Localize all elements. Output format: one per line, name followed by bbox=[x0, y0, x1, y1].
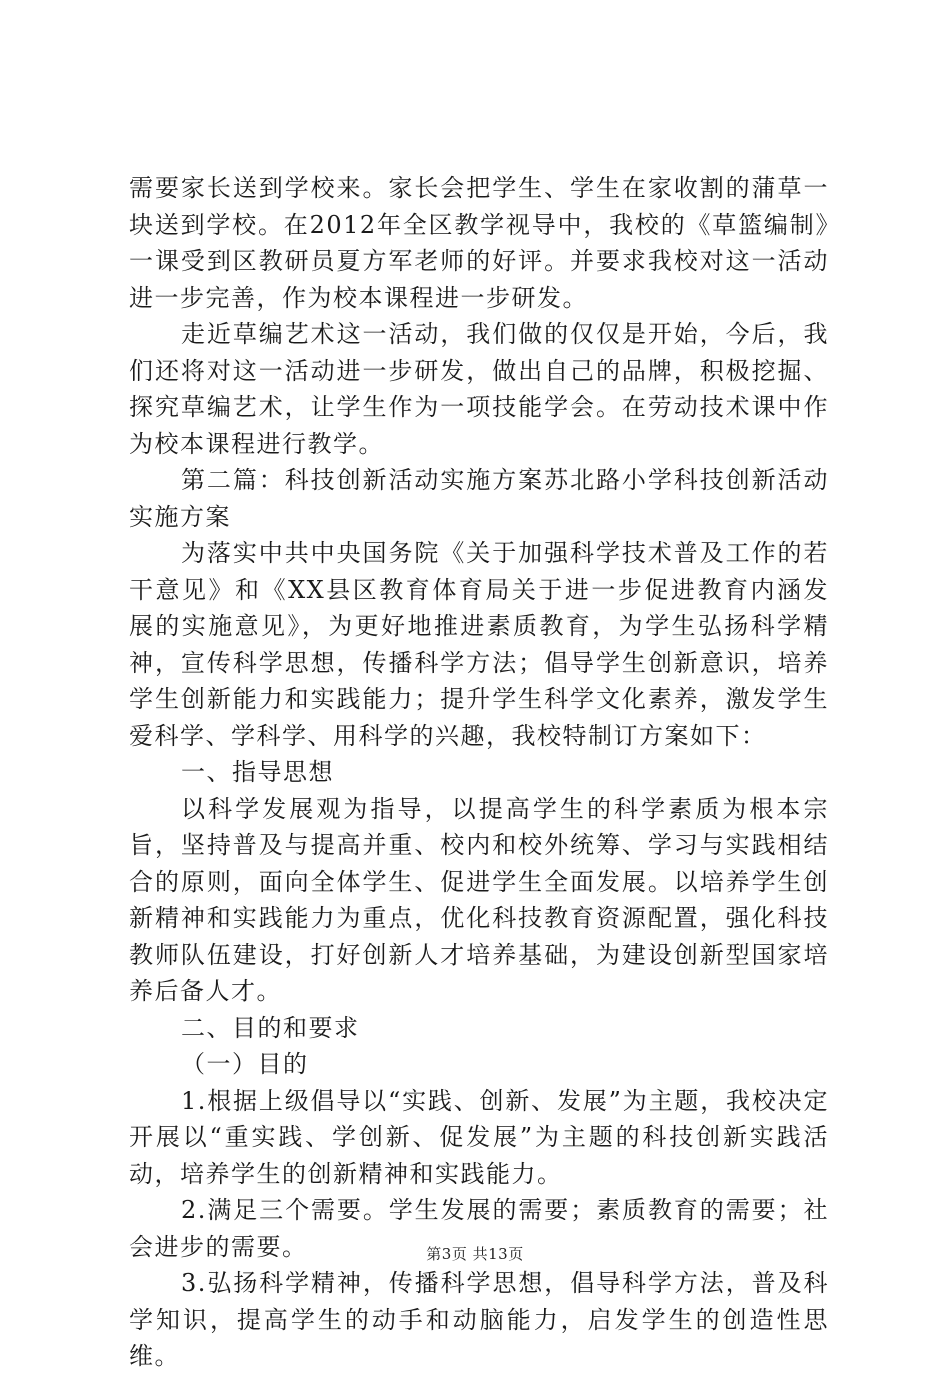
paragraph-2: 走近草编艺术这一活动，我们做的仅仅是开始，今后，我们还将对这一活动进一步研发，做出自己的品牌，积极挖掘、探究草编艺术，让学生作为一项技能学会。在劳动技术课中作为校本课程进行教学。 bbox=[129, 320, 829, 458]
paragraph-guiding-ideology: 以科学发展观为指导，以提高学生的科学素质为根本宗旨，坚持普及与提高并重、校内和校外统筹、学习与实践相结合的原则，面向全体学生、促进学生全面发展。以培养学生创新精神和实践能力为重点，优化科技教育资源配置，强化科技教师队伍建设，打好创新人才培养基础，为建设创新型国家培养后备人才。 bbox=[129, 794, 829, 1005]
subheading-purpose: （一）目的 bbox=[181, 1050, 309, 1078]
page-number: 第3页 共13页 bbox=[426, 1245, 524, 1263]
heading-guiding-ideology: 一、指导思想 bbox=[181, 758, 334, 786]
paragraph-1: 需要家长送到学校来。家长会把学生、学生在家收割的蒲草一块送到学校。在2012年全区教学视导中，我校的《草篮编制》一课受到区教研员夏方军老师的好评。并要求我校对这一活动进一步完善，作为校本课程进一步研发。 bbox=[129, 174, 829, 312]
heading-purpose-requirements: 二、目的和要求 bbox=[181, 1013, 360, 1042]
document-body bbox=[129, 170, 829, 1375]
list-item-3: 3.弘扬科学精神，传播科学思想，倡导科学方法，普及科学知识，提高学生的动手和动脑能力，启发学生的创造性思维。 bbox=[129, 1269, 829, 1370]
list-item-2: 2.满足三个需要。学生发展的需要；素质教育的需要；社会进步的需要。 bbox=[129, 1196, 829, 1261]
section-title-part-two: 第二篇：科技创新活动实施方案苏北路小学科技创新活动实施方案 bbox=[129, 466, 829, 531]
list-item-1: 1.根据上级倡导以“实践、创新、发展”为主题，我校决定开展以“重实践、学创新、促发展”为主题的科技创新实践活动，培养学生的创新精神和实践能力。 bbox=[129, 1086, 829, 1188]
paragraph-intro: 为落实中共中央国务院《关于加强科学技术普及工作的若干意见》和《XX县区教育体育局关于进一步促进教育内涵发展的实施意见》，为更好地推进素质教育，为学生弘扬科学精神，宣传科学思想，传播科学方法；倡导学生创新意识，培养学生创新能力和实践能力；提升学生科学文化素养，激发学生爱科学、学科学、用科学的兴趣，我校特制订方案如下： bbox=[129, 539, 829, 750]
